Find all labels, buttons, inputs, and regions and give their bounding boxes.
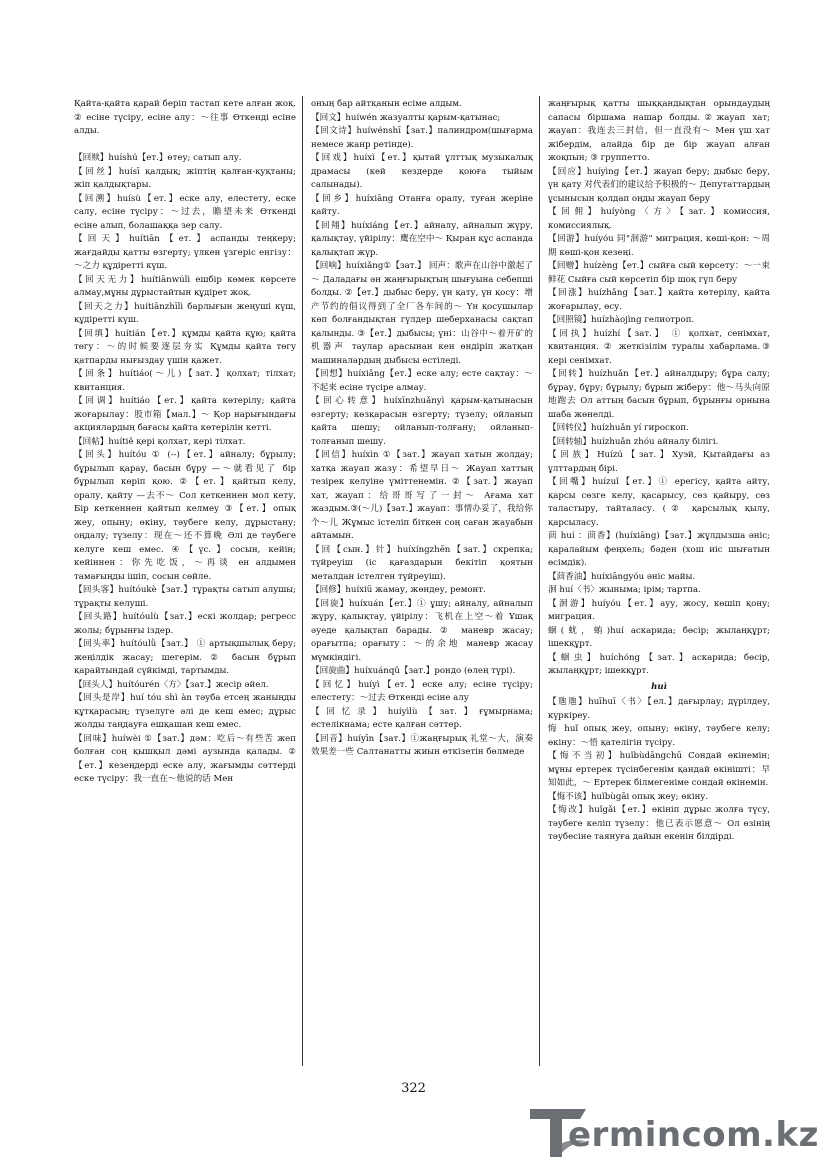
dictionary-entry: 【回【сын.】针】huíxíngzhēn【зат.】скрепка; түйреуіш (іс қағаздарын бекітіп қоятын металдан істелген түйреуіш). bbox=[311, 544, 533, 582]
dictionary-entry: 【回忆】huíyì【ет.】еске алу; есіне түсіру; елестету：～过去 Өткенді есіне алу bbox=[311, 679, 533, 703]
dictionary-entry: 【回游】huíyóu 同"洄游" миграция, көші-қон: ～周期 көші-қон кезеңі. bbox=[548, 234, 770, 258]
dictionary-entry: 【虺虺】huīhuī〈书〉【ел.】дағырлау; дүрілдеу, күркіреу. bbox=[548, 697, 770, 721]
dictionary-entry: 悔 huǐ опық жеу, опыну; өкіну, тәубеге келу; өкіну：～悟 қателігін түсіру. bbox=[548, 724, 770, 748]
dictionary-entry: 【回应】huíyìng【ет.】жауап беру; дыбыс беру, үн қату 对代表们的建议给予积极的～ Депутаттардың ұсынысын қолдап оңды жауап беру bbox=[548, 166, 770, 204]
dictionary-entry: 茴 huí ：茴香】(huíxiāng)【зат.】жұлдызша әніс; қаралайым феңхель; бәден (хош иіс шығатын өсімдік). bbox=[548, 531, 770, 568]
dictionary-entry: 【回味】huíwèi ①【зат.】дәм：吃后～有些苦 жеп болған соң қышқыл дәмі аузында қалады. ②【ет.】кезеңдерді еске алу, жағымды сәттерді еске түсіру：我一直在～他说的话 Мен bbox=[74, 733, 296, 784]
dictionary-entry: 【回族】Huízú【зат.】Хуэй, Қытайдағы аз ұлттардың бірі. bbox=[548, 450, 770, 474]
paragraph-gap bbox=[74, 139, 296, 153]
dictionary-entry: 【回音】huíyīn【зат.】①жаңғырық 礼堂～大，演奏效果差一些 Салтанатты жиын өткізетін бөлмеде bbox=[311, 733, 533, 757]
dictionary-entry: 【回头人】huítóurén〈方〉【зат.】жесір әйел. bbox=[74, 679, 269, 690]
column-middle bbox=[311, 98, 533, 1066]
dictionary-entry: 【悔改】huǐgǎi【ет.】өкініп дұрыс жолға түсу, тәубеге келіп түзелу：他已表示愿意～ Ол өзінің тәубесіне таянуға дайын екенін білдірді. bbox=[548, 805, 770, 842]
dictionary-entry: 【回头】huítóu ① (--)【ет.】айналу; бұрылу; бұрылып қарау, басын бұру —～就看见了 бір бұрылып көріп қою. ②【ет.】қайтып келу, оралу, қайту —去不～ Сол кеткеннен мол кету, Бір кеткеннен қайтып келмеу ③【ет.】опық жеу, опыну; өкіну, тәубеге келу, дұрыстану; оңдалу; түзелу：现在～还不算晚 Әлі де тәубеге келуге кеш емес. ④【үс.】сосын, кейін; кейіннен：你先吃饭，～再谈 ен алдымен тамағыңды ішіп, сосын сөйле. bbox=[74, 450, 296, 582]
dictionary-entry: 【回戏】huíxì【ет.】қытай ұлттық музыкалық драмасы (кей кездерде қоюға тыйым салынады). bbox=[311, 153, 533, 190]
dictionary-entry: 【回旋曲】huíxuánqǔ【зат.】рондо (өлең түрі). bbox=[311, 666, 516, 676]
column-divider bbox=[302, 96, 303, 1066]
dictionary-entry: 【回条】huítiáo(～儿)【зат.】қолхат; тілхат; квитанция. bbox=[74, 369, 296, 393]
dictionary-entry: 【回头是岸】huí tóu shì àn тәуба етсең жаныңды құтқарасың; түзелуге әлі де кеш емес; дұрыс жолды таңдауға ешқашан кеш емес. bbox=[74, 693, 296, 730]
column-right bbox=[548, 98, 770, 1066]
dictionary-entry: 【回响】huíxiǎng①【зат.】 回声：歌声在山谷中激起了～ Даладағы ән жаңғырықтың шығуына себепші болды. ②【ет.】дыбыс беру, үн қату, үн қосу：增产节约的倡议得到了全厂各车间的～ Үн қосушылар көп болғандықтан гүлдер шеберханасы сақтап қалынды. ③【ет.】дыбысы; үні：山谷中～着开矿的机器声 таулар арасынан кен өндіріп жатқан машиналардың дыбысы естіледі. bbox=[311, 261, 533, 366]
dictionary-entry: 【悔不当初】huǐbùdāngchū Сондай өкінемін; мұны ертерек түсінбегенім қандай өкінішті：早知如此，～ Ертерек білмегеніме сондай өкінемін. bbox=[548, 751, 770, 788]
site-watermark bbox=[528, 1101, 818, 1161]
dictionary-entry: 【回忆录】huíyìlù【зат.】ғұмырнама; естелікнама; есте қалған сәттер. bbox=[311, 706, 533, 730]
dictionary-entry: 【回想】huíxiǎng【ет.】еске алу; есте сақтау：～不起来 есіне түсіре алмау. bbox=[311, 369, 533, 393]
dictionary-entry: 【茴香油】huíxiāngyóu әніс майы. bbox=[548, 571, 696, 582]
watermark-text: ermincom.kz bbox=[568, 1115, 819, 1155]
page-number: 322 bbox=[401, 1081, 426, 1096]
dictionary-entry: 【回头率】huítóulǜ【зат.】 ① артықшылық беру; жеңілдік жасау; шегерім. ② басын бұрып қарайтындай сүйкімді, тартымды. bbox=[74, 639, 296, 676]
dictionary-entry: 【回佣】huíyòng〈方〉【зат.】комиссия, комиссиялық. bbox=[548, 207, 770, 231]
dictionary-entry: 【回信】huíxìn ①【зат.】жауап хатын жолдау; хатқа жауап жазу：希望早日～ Жауап хаттың тезірек келуіне үміттенемін. ②【зат.】жауап хат, жауап：给哥哥写了一封～ Ағама хат жаздым.③(～儿)【зат.】жауап：事情办妥了，我给你个～儿 Жұмыс істеліп біткен соң саған жауабын айтамын. bbox=[311, 450, 533, 541]
dictionary-entry: 【回涨】huízhǎng【зат.】қайта көтерілу, қайта жоғарылау, өсу. bbox=[548, 288, 770, 312]
dictionary-entry: 【回转】huízhuǎn【ет.】айналдыру; бұра салу; бұрау, бұру; бұрылу; бұрып жіберу：他～马头向原地跑去 Ол аттың басын бұрып, бұрынғы орнына шаба жөнелді. bbox=[548, 369, 770, 420]
dictionary-entry: 【回天之力】huítiānzhīlì барлығын жеңуші күш, құдіретті күш. bbox=[74, 301, 296, 325]
dictionary-entry: 【洄游】huíyóu【ет.】ауу, жосу, көшіп қону; миграция. bbox=[548, 598, 770, 622]
dictionary-entry: оның бар айтқанын есіме алдым. bbox=[311, 99, 462, 109]
dictionary-entry: Қайта-қайта қарай беріп тастап кете алған жоқ. ② есіне түсіру, есіне алу：～往事 Өткенді есіне алды. bbox=[74, 99, 296, 136]
dictionary-entry: 蛔(蚘，蛕)huí аскарида; бөсір; жылаңқұрт; ішекқұрт. bbox=[548, 625, 770, 649]
dictionary-entry: 【回转仪】huízhuǎn yí гироскоп. bbox=[548, 423, 689, 433]
section-heading: huì bbox=[651, 681, 667, 692]
dictionary-entry: 【回转轴】huízhuǎn zhóu айналу білігі. bbox=[548, 436, 719, 447]
dictionary-entry: 【回翔】huíxiáng【ет.】айналу, айналып жүру, қалықтау, үйірілу：鹰在空中～ Қыран құс аспанда қалықтап жүр. bbox=[311, 220, 533, 258]
dictionary-entry: 【回溯】huísù【ет.】еске алу, елестету, еске салу, есіне түсіру：～过去，瞻望未来 Өткенді есіне алып, болашаққа зер салу. bbox=[74, 193, 296, 231]
dictionary-entry: 【回嘴】huízuǐ【ет.】① ерегісу, қайта айту, қарсы сөзге келу, қасарысу, сөз қайыру, сөз таластыру, тайталасу. (② қарсылық қылу, қарсыласу. bbox=[548, 477, 770, 528]
dictionary-entry: 【回修】huíxiū жамау, жөндеу, ремонт. bbox=[311, 585, 486, 595]
dictionary-entry: 【回乡】huíxiāng Отанға оралу, туған жеріне қайту. bbox=[311, 193, 533, 217]
dictionary-entry: 【回帖】huítiě қері қолхат, кері тілхат. bbox=[74, 436, 246, 447]
dictionary-entry: 【回赎】huíshú【ет.】өтеу; сатып алу. bbox=[74, 153, 242, 163]
dictionary-entry: 【悔不该】huǐbùgāi опық жеу; өкіну. bbox=[548, 791, 709, 802]
column-left bbox=[74, 98, 296, 1066]
dictionary-entry: 【回赠】huízèng【ет.】сыйға сый көрсету：～一束鲜花 Сыйға сый көрсетіп бір шоқ гүл беру bbox=[548, 261, 770, 285]
column-divider bbox=[539, 96, 540, 1066]
dictionary-entry: 【回头客】huítóukè【зат.】тұрақты сатып алушы; тұрақты келуші. bbox=[74, 585, 296, 609]
dictionary-entry: 洄 huí〈书〉жыныма; ірім; тартпа. bbox=[548, 585, 701, 595]
dictionary-entry: 【回旋】huíxuán【ет.】① ұшу; айналу, айналып жүру, қалықтау, үйірілу：飞机在上空～着 Ұшақ әуеде қалықтап барады. ② маневр жасау; орағытпа; орағыту：～的余地 маневр жасау мүмкіндігі. bbox=[311, 598, 533, 663]
dictionary-entry: 【回文诗】huíwénshī【зат.】палиндром(шығарма немесе жанр ретінде). bbox=[311, 126, 533, 150]
dictionary-entry: 【蛔虫】huíchóng【зат.】аскарида; бөсір, жылаңқұрт; ішекқұрт. bbox=[548, 652, 770, 676]
dictionary-entry: 【回丝】huísī қалдық; жіптің қалған-қуқтаны; жіп қалдықтары. bbox=[74, 166, 296, 190]
dictionary-entry: 【回调】huítiáo【ет.】қайта көтерілу; қайта жоғарылау：股市箱【мал.】～ Қор нарығындағы акциялардың бағасы қайта көтерілін кетті. bbox=[74, 396, 296, 433]
dictionary-entry: 【回天】huítiān【ет.】аспанды теңкеру; жағдайды қатты өзгерту; үлкен үзгеріс енгізу：～之力 құдіретті күш. bbox=[74, 234, 296, 271]
dictionary-entry: 【回头路】huítóulù【зат.】ескі жолдар; регресс жолы; бұрынғы іздер. bbox=[74, 612, 296, 636]
dictionary-entry: жаңғырық қатты шыққандықтан орындаудың сапасы біршама нашар болды.②жауап хат; жауап：我连去三封信，但一直没有～ Мен үш хат жібердім, алайда бір де бір жауап алған жоқпын; ③ группетто. bbox=[548, 99, 770, 163]
dictionary-entry: 【回心转意】huíxīnzhuǎnyì қарым-қатынасын өзгерту; көзқарасын өзгерту; түзелу; ойланып қайта шешу; ойланып-толғану; ойланып-толғанып шешу. bbox=[311, 396, 533, 447]
dictionary-entry: 【回执】huízhí【зат.】 ① қолхат, сенімхат, квитанция. ② жеткізілім туралы хабарлама.③ кері сенімхат. bbox=[548, 328, 770, 366]
dictionary-entry: 【回填】huítián【ет.】құмды қайта құю; қайта төгу：～的时候要逐层夯实 Құмды қайта төгу қатпарды нығыздау үшін қажет. bbox=[74, 328, 296, 366]
dictionary-entry: 【回天无力】huítiānwúlì ешбір көмек көрсете алмау,мұны дұрыстайтын құдірет жоқ. bbox=[74, 274, 296, 298]
dictionary-entry: 【回照镜】huízhàojìng гелиотроп. bbox=[548, 315, 695, 325]
dictionary-entry: 【回文】huíwén жазуалты қарым-қатынас; bbox=[311, 112, 501, 123]
